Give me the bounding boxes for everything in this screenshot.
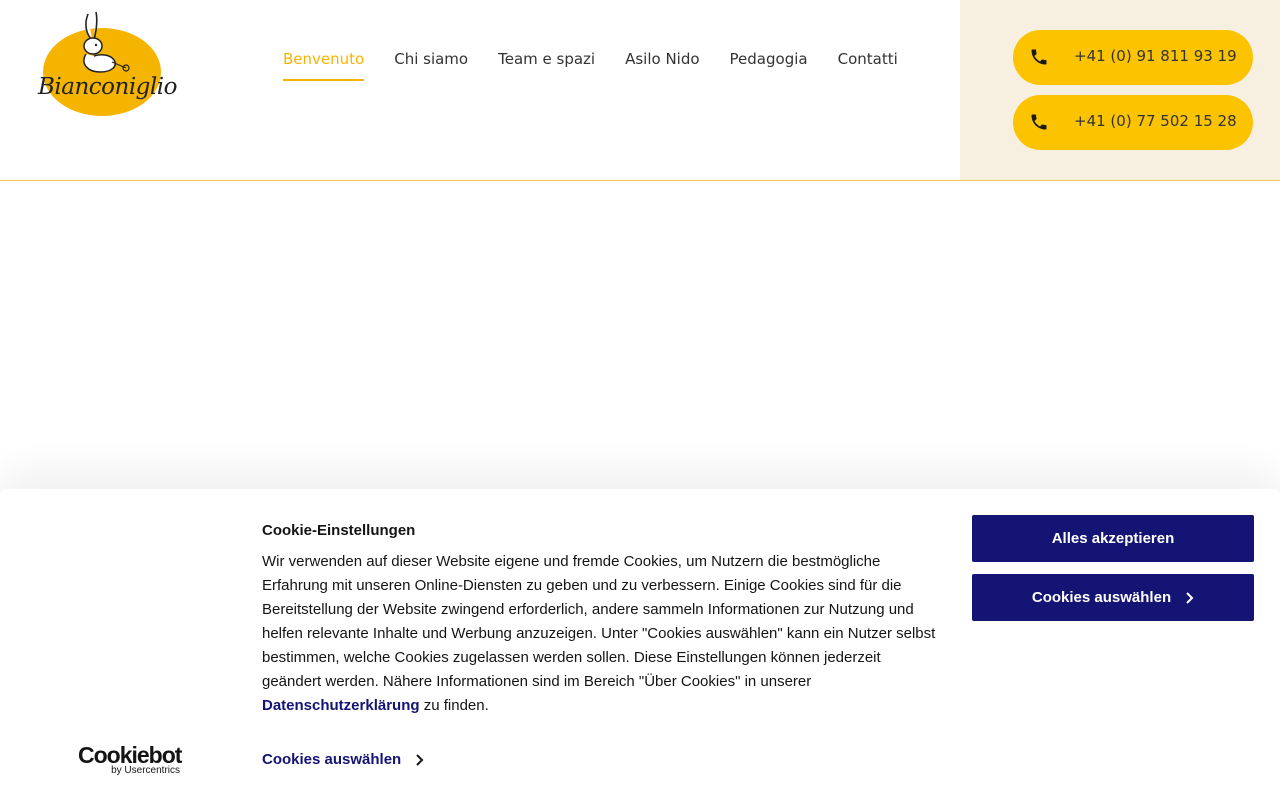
site-logo[interactable] (36, 10, 178, 120)
cookiebot-brand: Cookiebot (78, 742, 182, 768)
rabbit-icon (66, 10, 136, 80)
nav-benvenuto[interactable]: Benvenuto (283, 48, 364, 81)
accept-all-label: Alles akzeptieren (1051, 530, 1175, 547)
cookie-details-link[interactable] (262, 751, 424, 768)
phone-number-2: +41 (0) 77 502 15 28 (1074, 112, 1237, 130)
phone-number-1: +41 (0) 91 811 93 19 (1074, 47, 1237, 65)
phone-icon (1029, 47, 1049, 67)
site-header (0, 0, 1280, 181)
cookie-banner (0, 489, 1280, 800)
privacy-policy-link[interactable]: Datenschutzerklärung (262, 697, 420, 714)
nav-pedagogia[interactable]: Pedagogia (729, 50, 808, 68)
cookiebot-subtitle: by Usercentrics (111, 765, 180, 776)
main-nav (283, 48, 898, 81)
nav-contatti[interactable]: Contatti (837, 50, 898, 68)
phone-button-2[interactable] (1013, 95, 1253, 150)
cookie-text-part1: Wir verwenden auf dieser Website eigene und fremde Cookies, um Nutzern die bestmögliche Erfahrung mit unseren Online-Diensten zu geben und zu verbessern. Einige Cookies sind für die Bereitstellung der Website zwingend erforderlich, andere sammeln Informationen zur Nutzung und helfen relevante Inhalte und Werbung anzuzeigen. Unter "Cookies auswählen" kann ein Nutzer selbst bestimmen, welche Cookies zugelassen werden sollen. Diese Einstellungen können jederzeit geändert werden. Nähere Informationen sind im Bereich "Über Cookies" in unserer (262, 553, 936, 690)
phone-icon (1029, 112, 1049, 132)
accept-all-button[interactable] (972, 515, 1254, 562)
cookie-details-label: Cookies auswählen (262, 751, 402, 768)
cookiebot-logo (78, 743, 182, 776)
chevron-right-icon (1185, 592, 1194, 604)
logo-wordmark: Bianconiglio (38, 74, 177, 100)
nav-asilo-nido[interactable]: Asilo Nido (625, 50, 700, 68)
chevron-right-icon (415, 754, 424, 766)
nav-chi-siamo[interactable]: Chi siamo (394, 50, 469, 68)
cookie-title: Cookie-Einstellungen (262, 522, 416, 539)
phone-button-1[interactable] (1013, 30, 1253, 85)
cookie-text-part2: zu finden. (419, 697, 489, 714)
cookie-description (262, 550, 942, 718)
select-cookies-button[interactable] (972, 574, 1254, 621)
phone-panel (960, 0, 1280, 180)
nav-team-e-spazi[interactable]: Team e spazi (498, 50, 596, 68)
select-cookies-label: Cookies auswählen (1031, 589, 1172, 606)
